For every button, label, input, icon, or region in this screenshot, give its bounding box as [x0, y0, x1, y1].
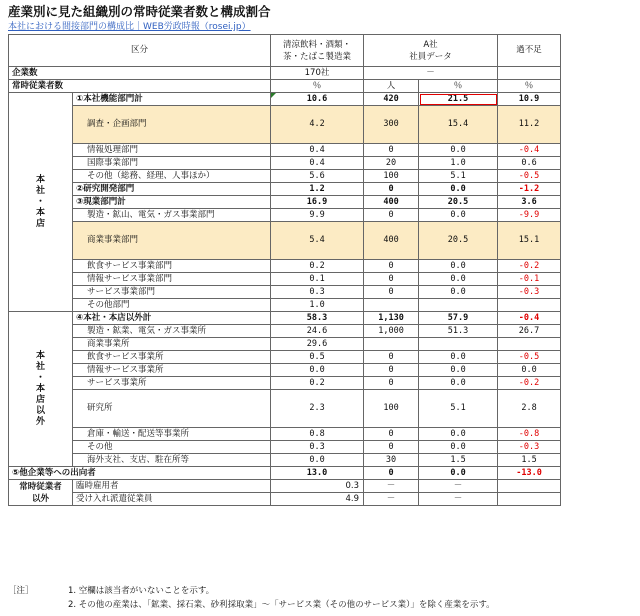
a-count: 300	[364, 106, 419, 144]
table-row	[9, 286, 561, 299]
table-row	[9, 364, 561, 377]
header-kubun: 区分	[9, 35, 271, 67]
industry-value: 0.4	[271, 157, 364, 170]
diff-value	[498, 493, 561, 506]
a-count: －	[364, 480, 419, 493]
table-row	[9, 480, 561, 493]
a-count: 0	[364, 144, 419, 157]
row5-p: 0.0	[419, 467, 498, 480]
industry-value: 0.0	[271, 454, 364, 467]
row-label: 情報サービス事業所	[73, 364, 271, 377]
row-label: 飲食サービス事業部門	[73, 260, 271, 273]
data-table	[8, 34, 561, 506]
industry-value: 0.3	[271, 441, 364, 454]
a-pct: 21.5	[419, 93, 498, 106]
row-label: 飲食サービス事業所	[73, 351, 271, 364]
a-pct: 0.0	[419, 428, 498, 441]
diff-value: 0.6	[498, 157, 561, 170]
a-pct: 0.0	[419, 286, 498, 299]
employees-label: 常時従業者数	[9, 80, 271, 93]
table-row	[9, 157, 561, 170]
table-row	[9, 260, 561, 273]
table-row	[9, 209, 561, 222]
industry-value: 5.6	[271, 170, 364, 183]
a-pct: 0.0	[419, 183, 498, 196]
diff-value: 2.8	[498, 390, 561, 428]
industry-value: 2.3	[271, 390, 364, 428]
a-count: 0	[364, 377, 419, 390]
a-count: 0	[364, 209, 419, 222]
row-label: 受け入れ派遣従業員	[73, 493, 271, 506]
a-count: 0	[364, 441, 419, 454]
unit-pct: ％	[271, 80, 364, 93]
row-label: その他部門	[73, 299, 271, 312]
a-count	[364, 299, 419, 312]
a-count: 100	[364, 170, 419, 183]
row-label: ④本社・本店以外計	[73, 312, 271, 325]
a-count: 1,130	[364, 312, 419, 325]
industry-value: 9.9	[271, 209, 364, 222]
diff-value: -0.4	[498, 312, 561, 325]
row-label: ②研究開発部門	[73, 183, 271, 196]
table-row	[9, 93, 561, 106]
diff-value: 26.7	[498, 325, 561, 338]
note-2: 2. その他の産業は、「鉱業、採石業、砂利採取業」～「サービス業（その他のサービス業）」を除く産業を示す。	[68, 600, 495, 610]
header-company-a: A社 社員データ	[364, 35, 498, 67]
row-label: 情報サービス事業部門	[73, 273, 271, 286]
a-pct: 0.0	[419, 260, 498, 273]
source-link[interactable]: 本社における間接部門の構成比｜WEB労政時報（rosei.jp）	[8, 22, 251, 32]
table-row	[9, 144, 561, 157]
row-label: サービス事業所	[73, 377, 271, 390]
row-label: 製造・鉱山、電気・ガス事業部門	[73, 209, 271, 222]
row-label: ①本社機能部門計	[73, 93, 271, 106]
diff-value	[498, 338, 561, 351]
table-row	[9, 222, 561, 260]
row-label: ③現業部門計	[73, 196, 271, 209]
a-count: 0	[364, 273, 419, 286]
table-row	[9, 338, 561, 351]
industry-value: 0.4	[271, 144, 364, 157]
a-count: 30	[364, 454, 419, 467]
diff-value: -0.5	[498, 351, 561, 364]
diff-value: 1.5	[498, 454, 561, 467]
table-row	[9, 273, 561, 286]
a-count: 0	[364, 364, 419, 377]
industry-value: 0.8	[271, 428, 364, 441]
company-count-value: 170社	[271, 67, 364, 80]
row-label: 商業事業部門	[73, 222, 271, 260]
row-label: サービス事業部門	[73, 286, 271, 299]
row-label: 国際事業部門	[73, 157, 271, 170]
a-pct: 0.0	[419, 351, 498, 364]
industry-value: 1.2	[271, 183, 364, 196]
a-pct: 5.1	[419, 170, 498, 183]
unit-person: 人	[364, 80, 419, 93]
a-pct	[419, 299, 498, 312]
page-title: 産業別に見た組織別の常時従業者数と構成割合	[8, 4, 271, 19]
table-row	[9, 390, 561, 428]
diff-value: -0.4	[498, 144, 561, 157]
diff-value: -0.2	[498, 377, 561, 390]
unit-pct-a: ％	[419, 80, 498, 93]
table-row	[9, 428, 561, 441]
a-pct: 0.0	[419, 377, 498, 390]
industry-value: 0.3	[271, 480, 364, 493]
a-count: 0	[364, 286, 419, 299]
row-label: その他	[73, 441, 271, 454]
section-label: 本 社 ・ 本 店 以 外	[9, 312, 73, 467]
a-count: 0	[364, 183, 419, 196]
header-industry: 清涼飲料・酒類・ 茶・たばこ製造業	[271, 35, 364, 67]
diff-value: -0.2	[498, 260, 561, 273]
row-label: 研究所	[73, 390, 271, 428]
industry-value: 16.9	[271, 196, 364, 209]
row-label: 倉庫・輸送・配送等事業所	[73, 428, 271, 441]
a-pct: －	[419, 480, 498, 493]
a-count: 400	[364, 196, 419, 209]
a-count: 400	[364, 222, 419, 260]
a-pct: 5.1	[419, 390, 498, 428]
table-row	[9, 325, 561, 338]
row-label: 商業事業所	[73, 338, 271, 351]
table-row-secondment	[9, 467, 561, 480]
a-count: 0	[364, 260, 419, 273]
row5-n: 0	[364, 467, 419, 480]
industry-value: 4.2	[271, 106, 364, 144]
diff-value: 11.2	[498, 106, 561, 144]
a-pct: 57.9	[419, 312, 498, 325]
table-row	[9, 170, 561, 183]
table-row	[9, 441, 561, 454]
diff-value: -13.0	[498, 467, 561, 480]
a-count: 0	[364, 351, 419, 364]
industry-value: 58.3	[271, 312, 364, 325]
industry-value: 0.2	[271, 260, 364, 273]
diff-value: 3.6	[498, 196, 561, 209]
industry-value: 29.6	[271, 338, 364, 351]
industry-value: 0.3	[271, 286, 364, 299]
diff-value: -0.8	[498, 428, 561, 441]
a-count: 20	[364, 157, 419, 170]
diff-value: -9.9	[498, 209, 561, 222]
row-label: その他（総務、経理、人事ほか）	[73, 170, 271, 183]
a-count: 420	[364, 93, 419, 106]
a-pct: 51.3	[419, 325, 498, 338]
other-section-label: 常時従業者 以外	[9, 480, 73, 506]
a-count: 1,000	[364, 325, 419, 338]
row5-v: 13.0	[271, 467, 364, 480]
industry-value: 0.1	[271, 273, 364, 286]
industry-value: 1.0	[271, 299, 364, 312]
diff-value: -1.2	[498, 183, 561, 196]
a-pct: 20.5	[419, 222, 498, 260]
notes	[8, 584, 495, 612]
company-count-label: 企業数	[9, 67, 271, 80]
row-label: 臨時雇用者	[73, 480, 271, 493]
row-label: ⑤他企業等への出向者	[9, 467, 271, 480]
diff-value: -0.1	[498, 273, 561, 286]
company-count-a: －	[364, 67, 498, 80]
header-diff: 過不足	[498, 35, 561, 67]
table-row	[9, 312, 561, 325]
diff-value: -0.5	[498, 170, 561, 183]
row-label: 調査・企画部門	[73, 106, 271, 144]
a-pct: 0.0	[419, 144, 498, 157]
row-label: 製造・鉱業、電気・ガス事業所	[73, 325, 271, 338]
table-row	[9, 454, 561, 467]
diff-value: 0.0	[498, 364, 561, 377]
a-pct: －	[419, 493, 498, 506]
industry-value: 0.2	[271, 377, 364, 390]
a-count: 100	[364, 390, 419, 428]
a-count: －	[364, 493, 419, 506]
table-row	[9, 299, 561, 312]
table-row	[9, 493, 561, 506]
a-pct: 1.5	[419, 454, 498, 467]
table-row	[9, 106, 561, 144]
industry-value: 10.6	[271, 93, 364, 106]
industry-value: 24.6	[271, 325, 364, 338]
table-row	[9, 351, 561, 364]
a-pct: 0.0	[419, 364, 498, 377]
diff-value: 15.1	[498, 222, 561, 260]
diff-value: 10.9	[498, 93, 561, 106]
industry-value: 0.5	[271, 351, 364, 364]
diff-value	[498, 299, 561, 312]
note-1: 1. 空欄は該当者がいないことを示す。	[68, 586, 215, 596]
section-label: 本 社 ・ 本 店	[9, 93, 73, 312]
a-pct	[419, 338, 498, 351]
table-row	[9, 377, 561, 390]
a-pct: 15.4	[419, 106, 498, 144]
industry-value: 0.0	[271, 364, 364, 377]
a-pct: 20.5	[419, 196, 498, 209]
row-label: 海外支社、支店、駐在所等	[73, 454, 271, 467]
table-row	[9, 183, 561, 196]
industry-value: 5.4	[271, 222, 364, 260]
row-label: 情報処理部門	[73, 144, 271, 157]
diff-value: -0.3	[498, 441, 561, 454]
notes-label: ［注］	[8, 586, 34, 596]
table-row	[9, 196, 561, 209]
a-count: 0	[364, 428, 419, 441]
diff-value	[498, 480, 561, 493]
a-pct: 1.0	[419, 157, 498, 170]
industry-value: 4.9	[271, 493, 364, 506]
a-pct: 0.0	[419, 273, 498, 286]
diff-value: -0.3	[498, 286, 561, 299]
unit-pct-diff: ％	[498, 80, 561, 93]
a-count	[364, 338, 419, 351]
a-pct: 0.0	[419, 209, 498, 222]
a-pct: 0.0	[419, 441, 498, 454]
